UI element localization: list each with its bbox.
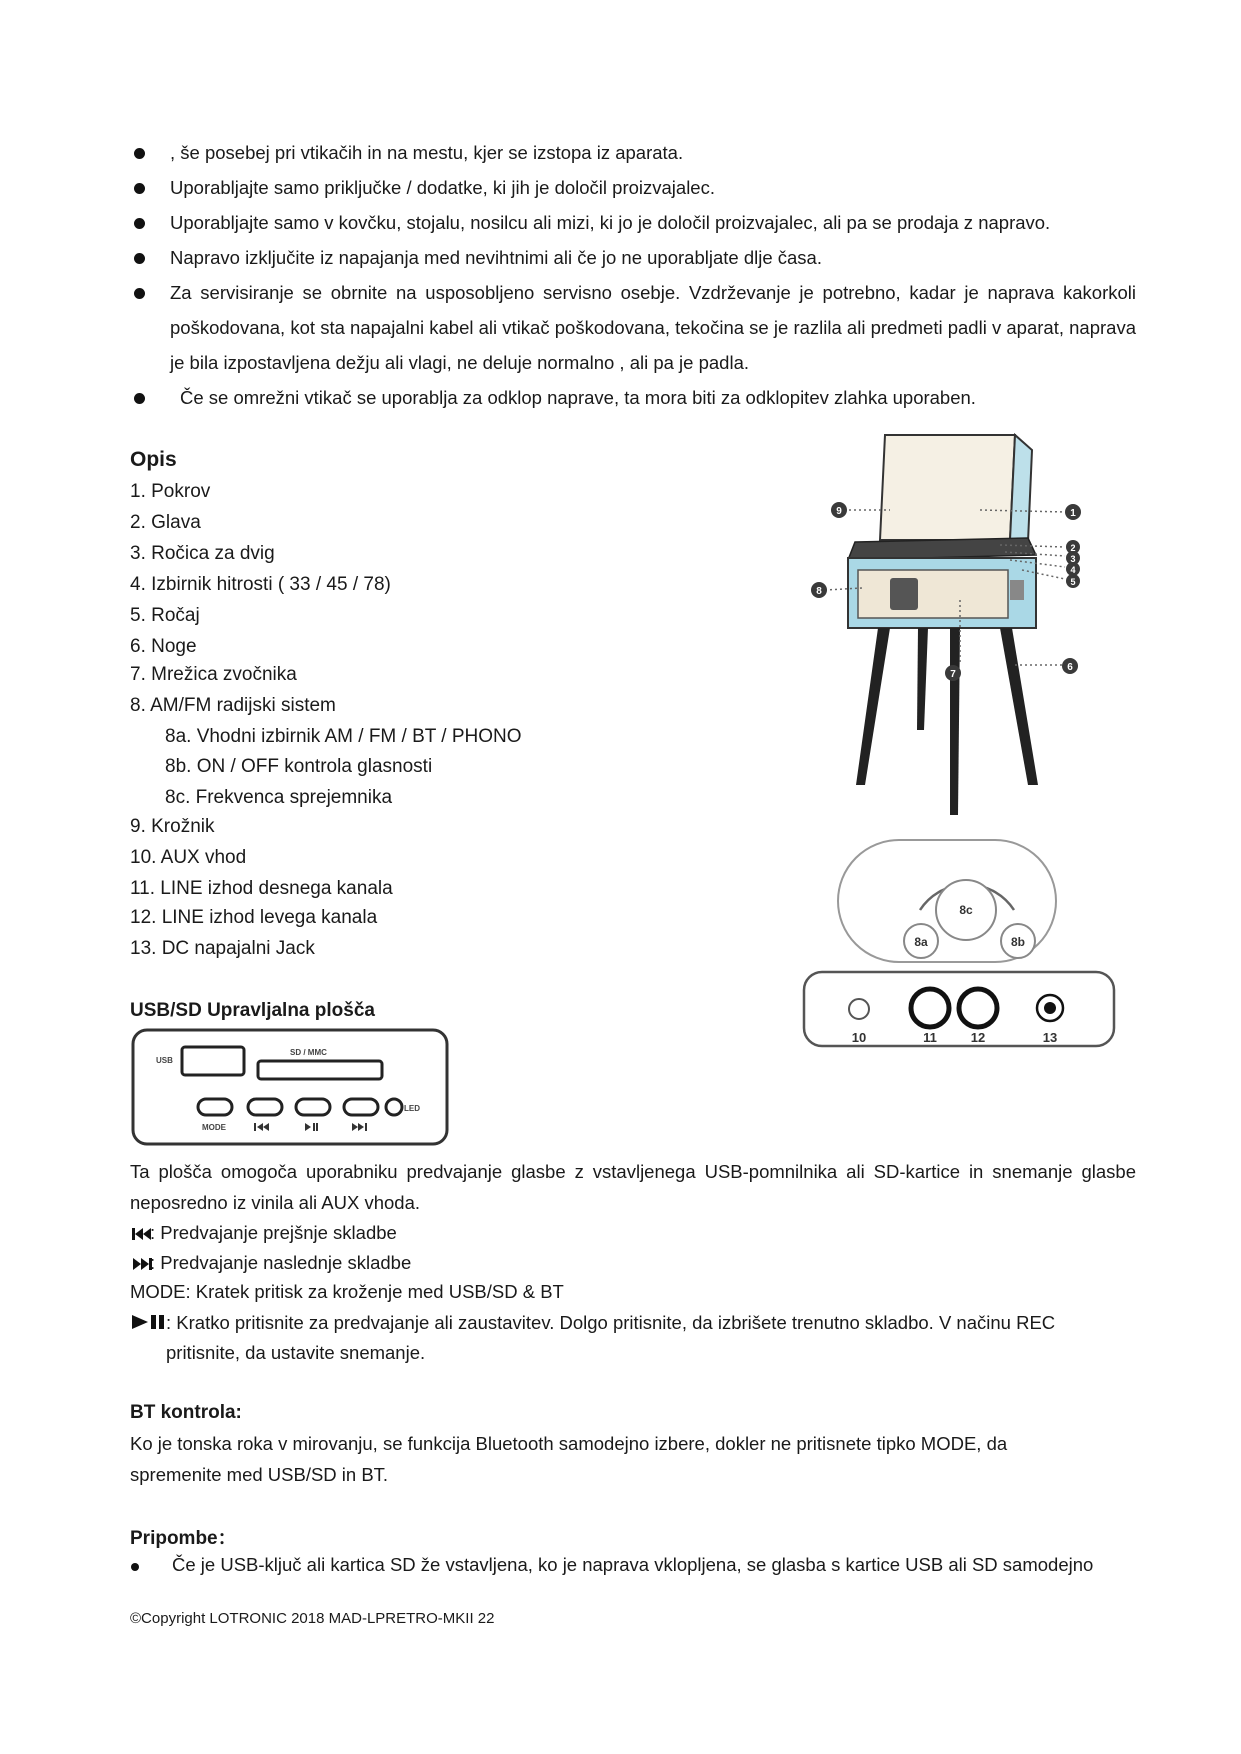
turntable-leg [856,628,890,785]
usb-play-desc-cont: pritisnite, da ustavite snemanje. [166,1342,426,1363]
callout-label: 5 [1070,577,1076,587]
bullet-text-servicing: Za servisiranje se obrnite na usposobljeno servisno osebje. Vzdrževanje je potrebno, kadar je naprava kakorkoli poškodovana, kot sta napajalni kabel ali vtikač poškodovana, tekočina se je razlila ali predmeti padli v aparat, naprava je bila izpostavljena dežju ali vlagi, ne deluje normalno , ali pa je padla. [170,282,1136,373]
jack-label: 13 [1042,1030,1058,1045]
jack-label: 10 [851,1030,867,1045]
turntable-leg [1000,628,1038,785]
panel-label-mode: MODE [202,1123,226,1132]
opis-subitem: 8c. Frekvenca sprejemnika [165,787,393,808]
mode-button [198,1099,232,1115]
usb-control-panel-diagram [130,1027,450,1147]
opis-item: 6. Noge [130,636,197,657]
usb-heading: USB/SD Upravljalna plošča [130,1000,375,1021]
opis-item: 4. Izbirnik hitrosti ( 33 / 45 / 78) [130,574,391,595]
bullet-text: Napravo izključite iz napajanja med nevihtnimi ali če jo ne uporabljate dlje časa. [170,247,822,268]
sd-slot [258,1061,382,1079]
dial-label: 8c [959,903,973,917]
play-pause-button [296,1099,330,1115]
bullet-text: Če se omrežni vtikač se uporablja za odklop naprave, ta mora biti za odklopitev zlahka uporaben. [180,387,976,408]
opis-item: 1. Pokrov [130,481,211,502]
callout-label: 8 [816,586,822,597]
opis-item: 5. Ročaj [130,605,200,626]
panel-label-sd: SD / MMC [290,1048,327,1057]
usb-prev-desc: : Predvajanje prejšnje skladbe [150,1222,397,1243]
bullet-text: , še posebej pri vtikačih in na mestu, kjer se izstopa iz aparata. [170,142,684,163]
dial-label: 8a [914,935,928,949]
next-button [344,1099,378,1115]
opis-item: 13. DC napajalni Jack [130,938,315,959]
aux-jack [849,999,869,1019]
line-out-right-jack [911,989,949,1027]
radio-panel [890,578,918,610]
callout-label: 2 [1070,543,1076,553]
led-indicator [386,1099,402,1115]
bullet-dot [134,218,145,229]
bullet-text: Uporabljajte samo priključke / dodatke, ki jih je določil proizvajalec. [170,177,715,198]
radio-dial-diagram [836,838,1058,966]
opis-item: 3. Ročica za dvig [130,543,275,564]
bullet-dot [134,148,145,159]
rear-jack-panel [802,970,1122,1052]
callout-label: 6 [1067,662,1073,673]
panel-label-usb: USB [156,1056,173,1065]
callout-label: 1 [1070,508,1076,519]
opis-item: 11. LINE izhod desnega kanala [130,878,393,899]
turntable-lid [880,435,1015,540]
notes-bullet-dot [131,1563,139,1571]
panel-label-led: LED [404,1104,420,1113]
usb-port [182,1047,244,1075]
bullet-dot [134,288,145,299]
usb-mode-desc: MODE: Kratek pritisk za kroženje med USB/SD & BT [130,1281,564,1302]
opis-heading: Opis [130,448,177,471]
page-footer: ©Copyright LOTRONIC 2018 MAD-LPRETRO-MKII 22 [130,1610,495,1627]
bt-text: Ko je tonska roka v mirovanju, se funkcija Bluetooth samodejno izbere, dokler ne pritisnete tipko MODE, da [130,1433,1008,1454]
bullet-dot [134,183,145,194]
callout-label: 7 [950,669,956,680]
bullet-dot [134,253,145,264]
bullet-text: Uporabljajte samo v kovčku, stojalu, nosilcu ali mizi, ki jo je določil proizvajalec, ali pa se prodaja z napravo. [170,212,1051,233]
usb-next-desc: : Predvajanje naslednje skladbe [150,1252,412,1273]
jack-label: 11 [923,1030,937,1045]
jack-label: 12 [970,1030,986,1045]
usb-play-desc: : Kratko pritisnite za predvajanje ali zaustavitev. Dolgo pritisnite, da izbrišete trenutno skladbo. V načinu REC [166,1312,1056,1333]
notes-title: Pripombe [130,1528,218,1549]
opis-item: 8. AM/FM radijski sistem [130,695,336,716]
opis-item: 7. Mrežica zvočnika [130,664,297,685]
bullet-dot [134,393,145,404]
callout-label: 9 [836,506,842,517]
opis-item: 9. Krožnik [130,816,215,837]
line-out-left-jack [959,989,997,1027]
notes-heading [130,1523,237,1550]
callout-label: 4 [1070,565,1076,575]
usb-intro: Ta plošča omogoča uporabniku predvajanje glasbe z vstavljenega USB-pomnilnika ali SD-kartice in snemanje glasbe neposredno iz vinila ali AUX vhoda. [130,1161,1136,1213]
notes-item: Če je USB-ključ ali kartica SD že vstavljena, ko je naprava vklopljena, se glasba s kartice USB ali SD samodejno [172,1554,1094,1575]
turntable-leg [917,628,928,730]
bt-text-cont: spremenite med USB/SD in BT. [130,1464,389,1485]
notes-colon: ： [217,1528,237,1549]
bt-heading: BT kontrola: [130,1402,242,1423]
turntable-leg [950,628,960,815]
opis-item: 10. AUX vhod [130,847,247,868]
opis-subitem: 8a. Vhodni izbirnik AM / FM / BT / PHONO [165,726,522,747]
opis-subitem: 8b. ON / OFF kontrola glasnosti [165,756,433,777]
callout-label: 3 [1070,554,1076,564]
opis-item: 12. LINE izhod levega kanala [130,907,378,928]
turntable-illustration [800,430,1090,830]
prev-button [248,1099,282,1115]
dial-label: 8b [1010,935,1026,949]
opis-item: 2. Glava [130,512,201,533]
play-pause-icon [130,1313,166,1331]
